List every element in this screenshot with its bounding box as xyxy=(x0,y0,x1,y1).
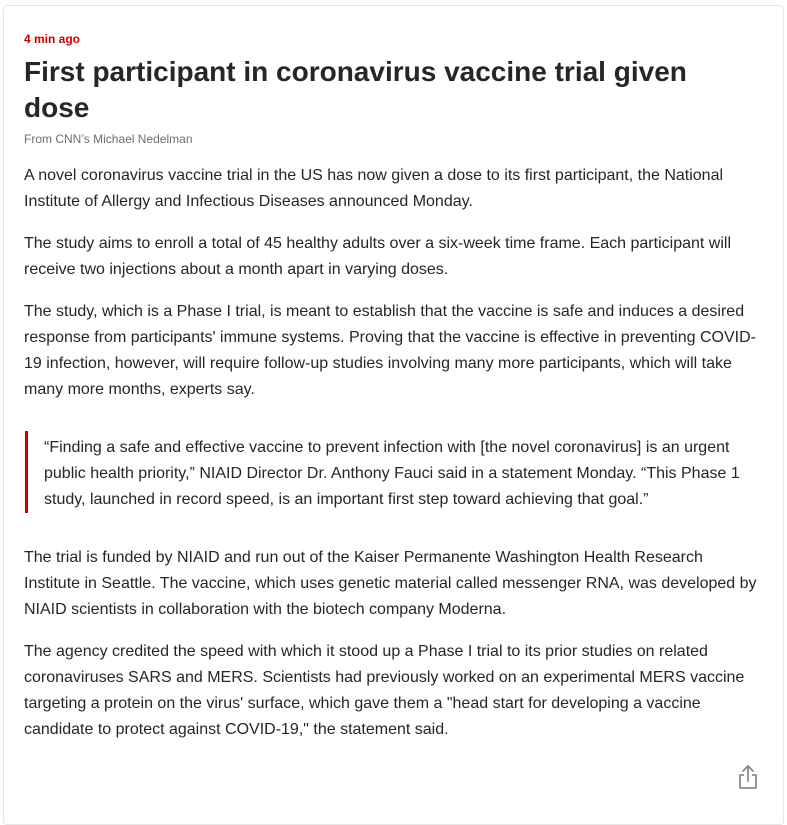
post-byline: From CNN’s Michael Nedelman xyxy=(24,132,193,146)
live-post-card xyxy=(3,5,784,825)
pull-quote xyxy=(25,431,763,513)
post-paragraph: The study, which is a Phase I trial, is meant to establish that the vaccine is safe and induces a desired response from participants' immune systems. Proving that the vaccine is effective in preventing COVID-19 infection, however, will require follow-up studies involving many more participants, which will take many more months, experts say. xyxy=(24,303,756,398)
post-timestamp: 4 min ago xyxy=(24,32,81,46)
post-paragraph: A novel coronavirus vaccine trial in the US has now given a dose to its first participant, the National Institute of Allergy and Infectious Diseases announced Monday. xyxy=(24,167,724,210)
share-icon xyxy=(737,764,759,790)
post-paragraph: The agency credited the speed with which it stood up a Phase I trial to its prior studies on related coronaviruses SARS and MERS. Scientists had previously worked on an experimental MERS vaccine targeting a protein on the virus' surface, which gave them a "head start for developing a vaccine candidate to protect against COVID-19," the statement said. xyxy=(24,643,745,738)
post-headline: First participant in coronavirus vaccine trial given dose xyxy=(24,56,687,123)
pull-quote-text: “Finding a safe and effective vaccine to prevent infection with [the novel coronavirus] is an urgent public health priority,” NIAID Director Dr. Anthony Fauci said in a statement Monday. “This Phase 1 study, launched in record speed, is an important first step toward achieving that goal.” xyxy=(44,439,740,508)
post-paragraph: The trial is funded by NIAID and run out of the Kaiser Permanente Washington Health Research Institute in Seattle. The vaccine, which uses genetic material called messenger RNA, was developed by NIAID scientists in collaboration with the biotech company Moderna. xyxy=(24,549,757,618)
post-paragraph: The study aims to enroll a total of 45 healthy adults over a six-week time frame. Each participant will receive two injections about a month apart in varying doses. xyxy=(24,235,731,278)
share-button[interactable] xyxy=(737,764,759,790)
